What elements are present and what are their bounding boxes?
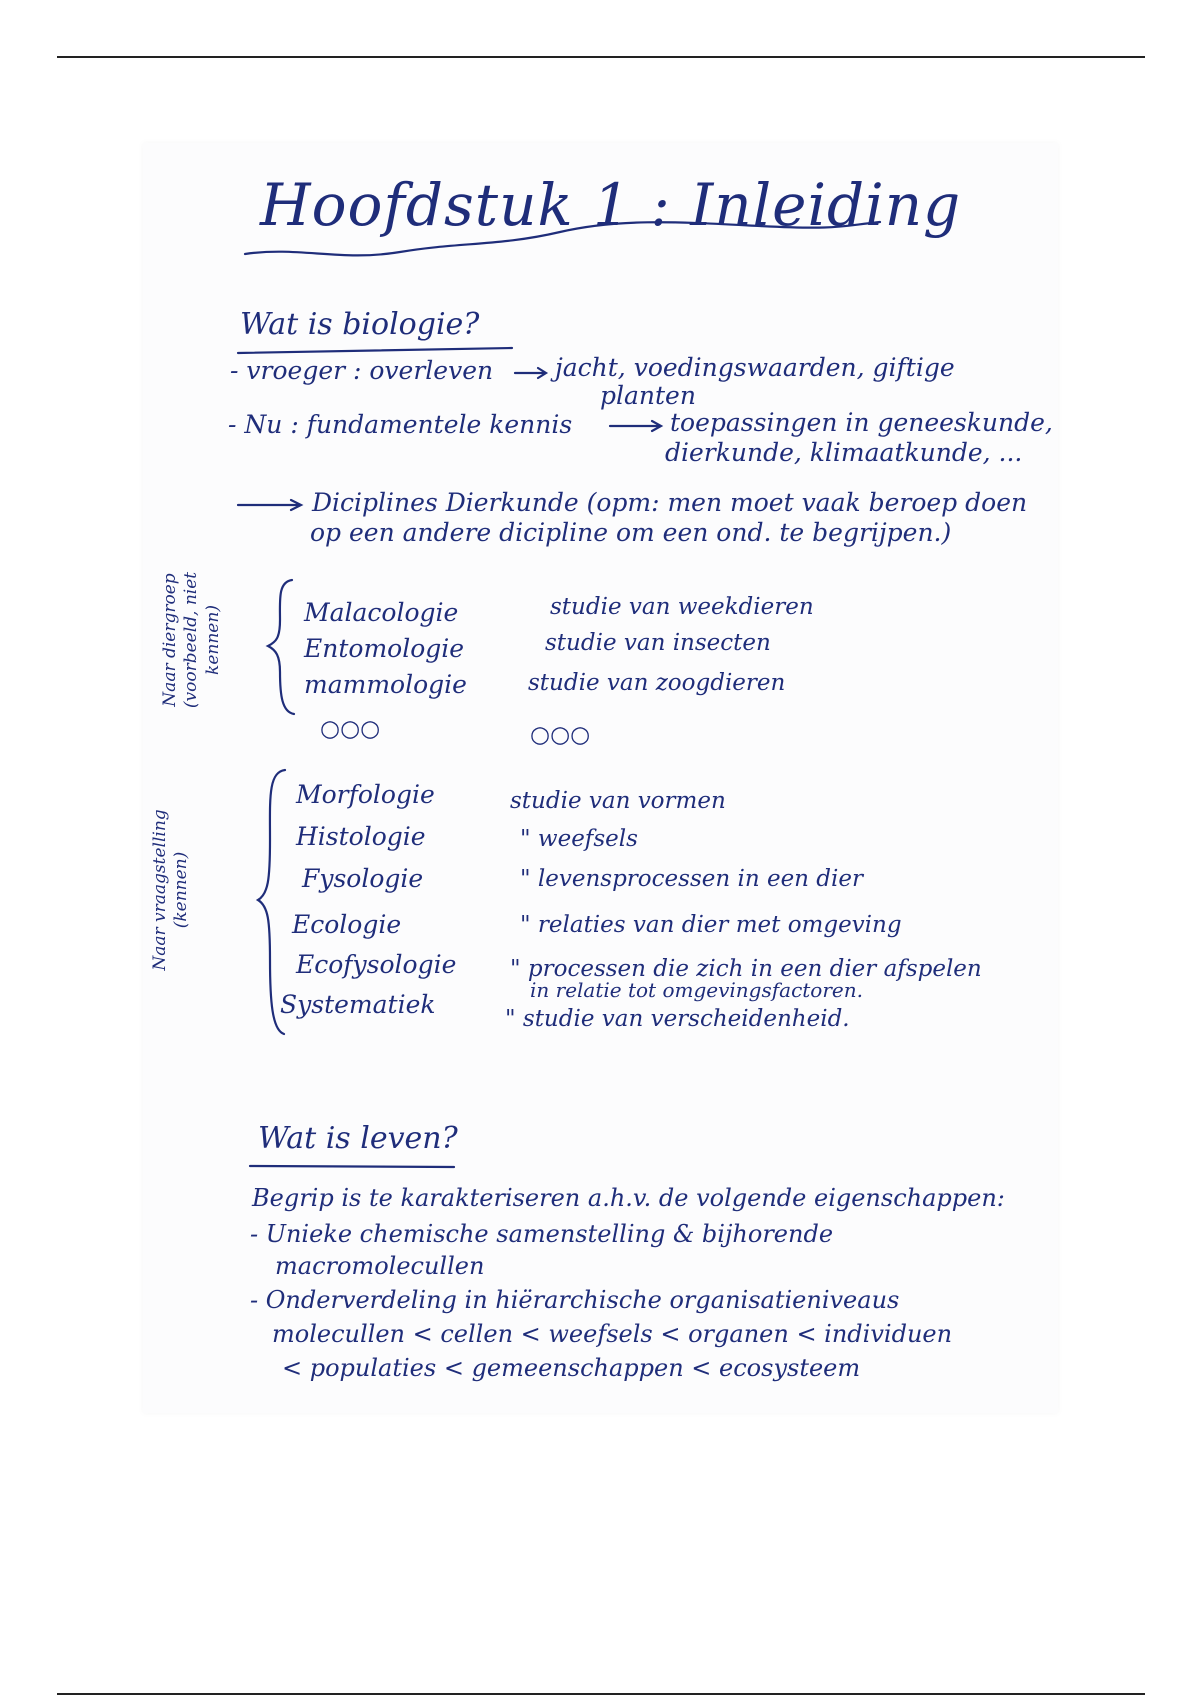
term-malacologie: Malacologie (304, 598, 459, 627)
text-nu-applications: toepassingen in geneeskunde, (670, 408, 1053, 437)
page-title: Hoofdstuk 1 : Inleiding (260, 171, 962, 239)
desc-ecofysologie: " processen die zich in een dier afspelen (510, 956, 982, 982)
desc-systematiek: " studie van verscheidenheid. (505, 1006, 850, 1032)
term-entomologie: Entomologie (304, 634, 465, 663)
desc-ecologie: " relaties van dier met omgeving (520, 912, 902, 938)
text-onderverdeling: - Onderverdeling in hiërarchische organisatieniveaus (250, 1286, 900, 1314)
arrow-icon (610, 421, 661, 431)
term-morfologie: Morfologie (296, 780, 435, 809)
text-disciplines: Diciplines Dierkunde (opm: men moet vaak beroep doen (312, 488, 1028, 517)
biology-heading-underline (238, 348, 512, 353)
text-begrip: Begrip is te karakteriseren a.h.v. de volgende eigenschappen: (252, 1184, 1005, 1212)
term-fysologie: Fysologie (302, 864, 424, 893)
desc-entomologie: studie van insecten (545, 630, 771, 656)
text-vroeger-examples: jacht, voedingswaarden, giftige (555, 353, 955, 382)
desc-ecofysologie-cont: in relatie tot omgevingsfactoren. (530, 978, 863, 1002)
term-systematiek: Systematiek (280, 990, 436, 1019)
term-ecologie: Ecologie (292, 910, 402, 939)
heading-wat-is-leven: Wat is leven? (258, 1121, 458, 1156)
term-ecofysologie: Ecofysologie (296, 950, 457, 979)
ellipsis-left: ○○○ (320, 716, 381, 742)
heading-wat-is-biologie: Wat is biologie? (240, 307, 480, 342)
term-histologie: Histologie (296, 822, 426, 851)
desc-morfologie: studie van vormen (510, 788, 726, 814)
arrow-icon (515, 368, 546, 378)
arrow-icon (238, 500, 301, 510)
side-label-diergroep: Naar diergroep (voorbeeld, niet kennen) (160, 571, 223, 709)
desc-malacologie: studie van weekdieren (550, 594, 814, 620)
text-disciplines-cont: op een andere dicipline om een ond. te begrijpen.) (310, 518, 952, 547)
text-nu-applications-cont: dierkunde, klimaatkunde, ... (665, 438, 1023, 467)
text-chemische-samenstelling: - Unieke chemische samenstelling & bijhorende (250, 1220, 834, 1248)
desc-fysologie: " levensprocessen in een dier (520, 866, 863, 892)
term-mammologie: mammologie (304, 670, 467, 699)
text-hierarchy-1: molecullen < cellen < weefsels < organen < individuen (272, 1320, 953, 1348)
desc-histologie: " weefsels (520, 826, 638, 852)
text-hierarchy-2: < populaties < gemeenschappen < ecosysteem (282, 1354, 861, 1382)
ellipsis-right: ○○○ (530, 722, 591, 748)
page-bottom-rule (57, 1693, 1145, 1695)
text-vroeger-examples-cont: planten (600, 381, 696, 410)
text-nu: - Nu : fundamentele kennis (228, 410, 573, 439)
text-macromolecullen: macromolecullen (275, 1252, 485, 1280)
brace-diergroep (268, 580, 294, 714)
text-vroeger: - vroeger : overleven (230, 356, 494, 385)
side-label-vraagstelling: Naar vraagstelling (kennen) (150, 809, 192, 971)
desc-mammologie: studie van zoogdieren (528, 670, 786, 696)
life-heading-underline (250, 1166, 454, 1167)
